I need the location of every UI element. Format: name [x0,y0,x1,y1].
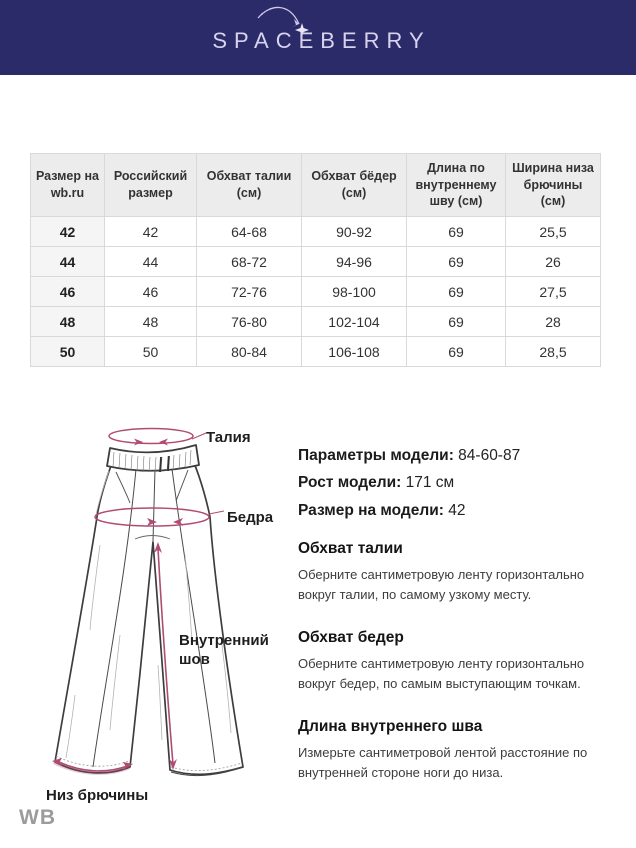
model-info-line [298,446,520,465]
value-cell: 25,5 [506,217,601,247]
value-cell: 69 [407,277,506,307]
column-header: Обхват талии (см) [197,154,302,217]
waist-label: Талия [206,429,251,446]
model-info-label: Размер на модели: [298,501,444,519]
guide-section-text: Измерьте сантиметровой лентой расстояние по внутренней стороне ноги до низа. [298,745,588,780]
table-row [31,307,601,337]
value-cell: 106-108 [302,337,407,367]
guide-section-title: Обхват талии [298,540,403,557]
model-info-value: 84-60-87 [453,447,521,464]
value-cell: 69 [407,247,506,277]
size-table [30,153,601,367]
model-info-value: 42 [443,501,466,519]
model-info-label: Параметры модели: [298,447,454,464]
value-cell: 42 [105,217,197,247]
value-cell: 76-80 [197,307,302,337]
value-cell: 44 [105,247,197,277]
value-cell: 26 [506,247,601,277]
value-cell: 48 [105,307,197,337]
size-table-body [31,217,601,367]
guide-section-title: Обхват бедер [298,629,404,646]
table-row [31,277,601,307]
size-table-head [31,154,601,217]
guide-section-title: Длина внутреннего шва [298,718,483,735]
model-info-line [298,473,520,492]
column-header: Российский размер [105,154,197,217]
size-cell: 46 [31,277,105,307]
guide-section-text: Оберните сантиметровую ленту горизонтально вокруг бедер, по самым выступающим точкам. [298,656,585,691]
value-cell: 28,5 [506,337,601,367]
guide-section-text: Оберните сантиметровую ленту горизонтально вокруг талии, по самому узкому месту. [298,567,585,602]
table-row [31,337,601,367]
column-header: Ширина низа брючины (см) [506,154,601,217]
table-row [31,217,601,247]
value-cell: 69 [407,217,506,247]
model-info [298,446,520,528]
header-row [31,154,601,217]
column-header: Длина по внутреннему шву (см) [407,154,506,217]
value-cell: 68-72 [197,247,302,277]
value-cell: 90-92 [302,217,407,247]
value-cell: 46 [105,277,197,307]
size-cell: 42 [31,217,105,247]
value-cell: 72-76 [197,277,302,307]
model-info-line [298,501,520,520]
value-cell: 28 [506,307,601,337]
model-info-value: 171 см [401,474,455,492]
table-row [31,247,601,277]
value-cell: 94-96 [302,247,407,277]
measure-guide [298,540,612,807]
column-header: Размер на wb.ru [31,154,105,217]
inseam-label: Внутренний шов [179,632,269,668]
value-cell: 69 [407,307,506,337]
hem-label: Низ брючины [46,787,149,804]
value-cell: 64-68 [197,217,302,247]
pants-measurement-diagram [30,415,310,810]
brand-logo: SPACEBERRY [212,28,431,53]
value-cell: 27,5 [506,277,601,307]
size-cell: 44 [31,247,105,277]
model-info-label: Рост модели: [298,474,402,492]
value-cell: 102-104 [302,307,407,337]
value-cell: 50 [105,337,197,367]
value-cell: 69 [407,337,506,367]
value-cell: 98-100 [302,277,407,307]
wb-watermark: WB [19,806,56,829]
value-cell: 80-84 [197,337,302,367]
size-cell: 50 [31,337,105,367]
size-cell: 48 [31,307,105,337]
hips-label: Бедра [227,509,274,526]
column-header: Обхват бёдер (см) [302,154,407,217]
brand-header [0,0,636,75]
